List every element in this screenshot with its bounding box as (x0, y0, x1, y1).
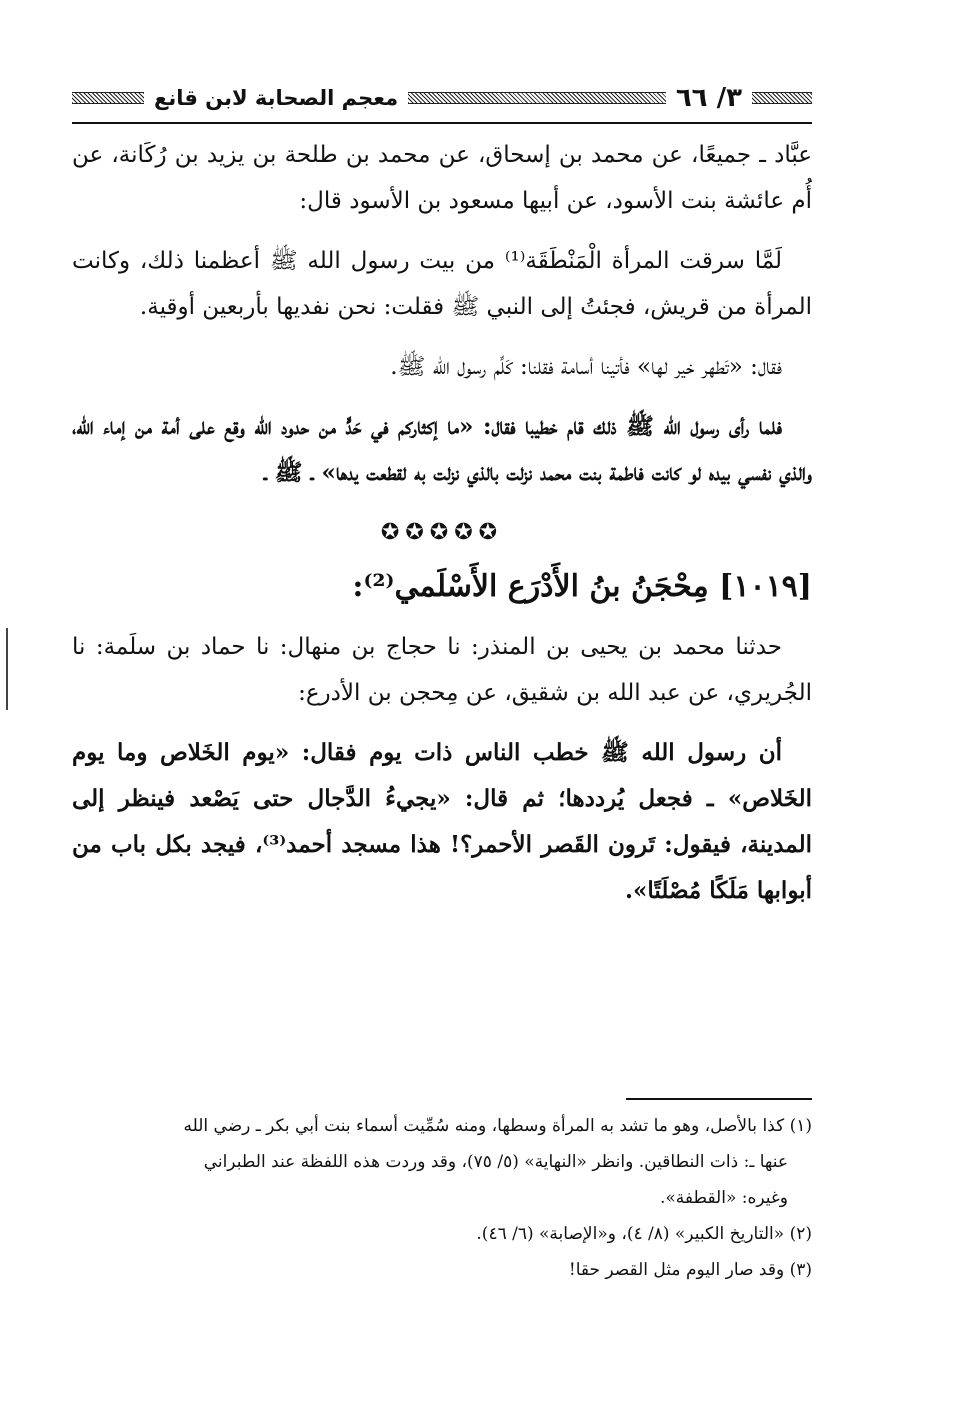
paragraph-reply: فقال: «تَطهر خير لها» فأتينا أسامة فقلنا: كَلِّم رسول الله ﷺ. (390, 354, 782, 380)
running-header (72, 78, 812, 118)
page-number: ٣/ ٦٦ (675, 83, 742, 113)
footnote-1: (١) كذا بالأصل، وهو ما تشد به المرأة وسطها، ومنه سُمِّيت أسماء بنت أبي بكر ـ رضي الله (183, 1116, 812, 1136)
header-rule (72, 122, 812, 124)
footnotes (72, 1108, 812, 1288)
paragraph-isnad: عبَّاد ـ جميعًا، عن محمد بن إسحاق، عن محمد بن طلحة بن يزيد بن رُكَانة، عن أُم عائشة بنت الأسود، عن أبيها مسعود بن الأسود قال: (72, 142, 813, 214)
section-separator: ✪✪✪✪✪ (380, 520, 504, 545)
footnote-3: (٣) وقد صار اليوم مثل القصر حقا! (568, 1260, 812, 1280)
header-ornament-left (72, 92, 144, 104)
paragraph-hadith: لَمَّا سرقت المرأة الْمَنْطَقَة⁽¹⁾ من بيت رسول الله ﷺ أعظمنا ذلك، وكانت المرأة من قريش، فجئتُ إلى النبي ﷺ فقلت: نحن نفديها بأربعين أوقية. (72, 248, 812, 320)
footnote-1-cont: عنها ـ: ذات النطاقين. وانظر «النهاية» (٥/ ٧٥)، وقد وردت هذه اللفظة عند الطبراني (203, 1152, 788, 1172)
header-ornament-middle (408, 92, 666, 104)
scan-margin-line (6, 628, 8, 710)
paragraph-sermon: فلما رأى رسول الله ﷺ ذلك قام خطيبا فقال: «ما إكثاركم في حَدٍّ من حدود الله وقع على أمة من إماء الله، والذي نفسي بيده لو كانت فاطمة بنت محمد نزلت بالذي نزلت به لقطعت يدها» ـ ﷺ ـ (72, 413, 812, 486)
book-title: معجم الصحابة لابن قانع (154, 86, 399, 110)
footnote-rule (626, 1098, 812, 1100)
entry-heading: [١٠١٩] مِحْجَنُ بنُ الأَدْرَع الأَسْلَمي⁽²⁾: (352, 569, 812, 604)
paragraph-isnad-2: حدثنا محمد بن يحيى بن المنذر: نا حجاج بن منهال: نا حماد بن سلَمة: نا الجُريري، عن عبد الله بن شقيق، عن مِحجن بن الأدرع: (72, 634, 812, 706)
main-text (72, 132, 812, 928)
paragraph-hadith-2: أن رسول الله ﷺ خطب الناس ذات يوم فقال: «يوم الخَلاص وما يوم الخَلاص» ـ فجعل يُرددها؛ ثم قال: «يجيءُ الدَّجال حتى يَصْعد فينظر إلى المدينة، فيقول: تَرون القَصر الأحمر؟! هذا مسجد أحمد⁽³⁾، فيجد بكل باب من أبوابها مَلَكًا مُصْلَتًا». (72, 739, 812, 904)
header-ornament-right (752, 92, 812, 104)
footnote-1-cont-2: وغيره: «القطفة». (659, 1188, 788, 1208)
footnote-2: (٢) «التاريخ الكبير» (٨/ ٤)، و«الإصابة» (٦/ ٤٦). (476, 1224, 812, 1244)
